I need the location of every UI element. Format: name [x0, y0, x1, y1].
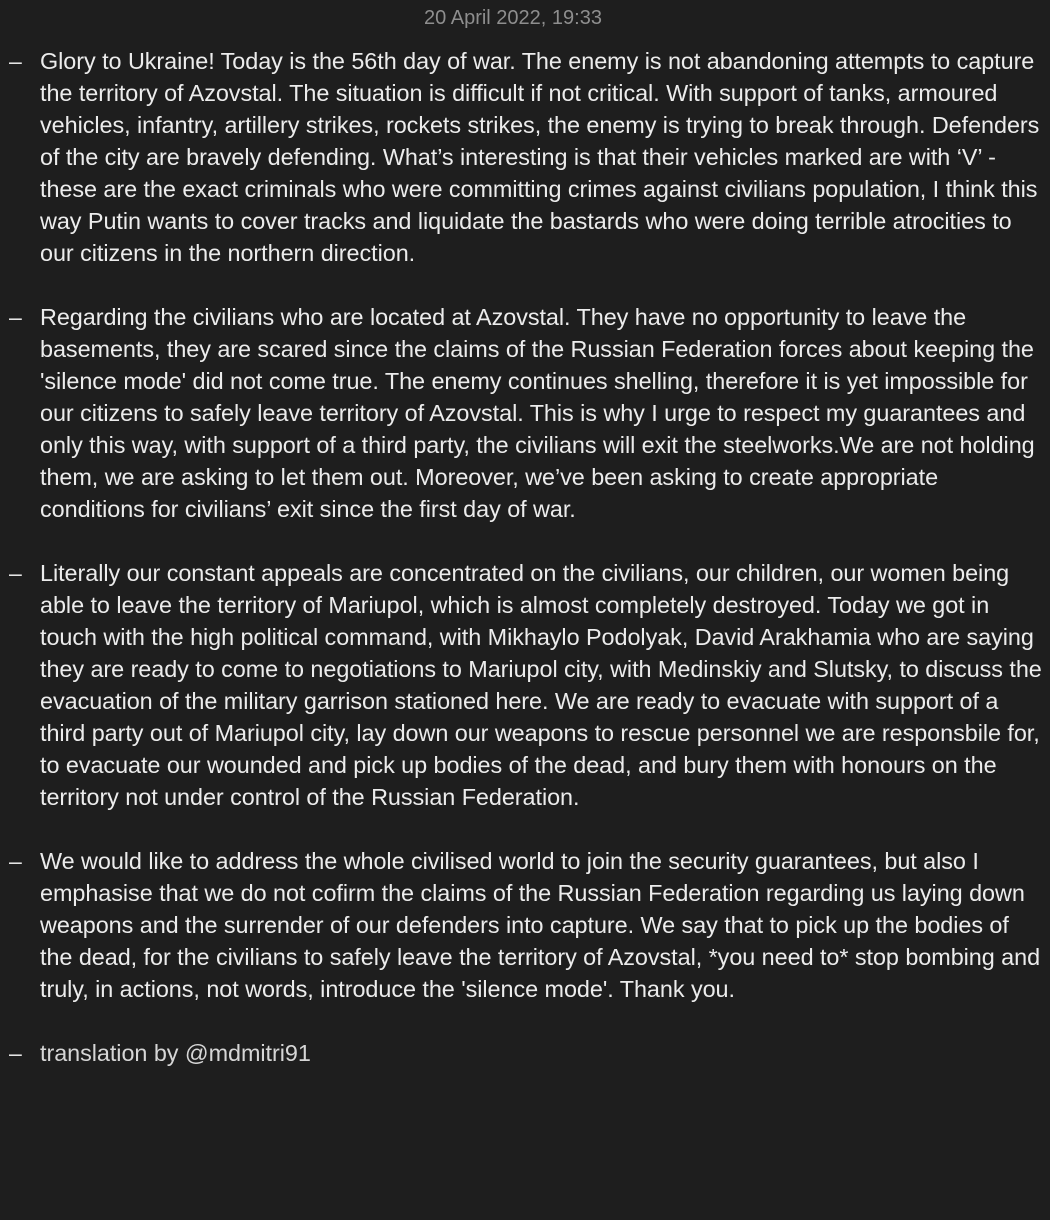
paragraph-item-2	[0, 301, 1050, 525]
dash-bullet: –	[9, 848, 22, 874]
paragraph-item-1	[0, 45, 1050, 269]
dash-bullet: –	[9, 48, 22, 74]
paragraph-text: We would like to address the whole civilised world to join the security guarantees, but also I emphasise that we do not cofirm the claims of the Russian Federation regarding us laying down weapons and the surrender of our defenders into capture. We say that to pick up the bodies of the dead, for the civilians to safely leave the territory of Azovstal, *you need to* stop bombing and truly, in actions, not words, introduce the 'silence mode'. Thank you.	[40, 848, 1041, 1002]
translator-credit: translation by @mdmitri91	[40, 1040, 311, 1066]
translator-credit-item	[0, 1037, 1050, 1069]
dash-bullet: –	[9, 1040, 22, 1066]
message-timestamp: 20 April 2022, 19:33	[424, 7, 602, 29]
paragraph-text: Glory to Ukraine! Today is the 56th day of war. The enemy is not abandoning attempts to capture the territory of Azovstal. The situation is difficult if not critical. With support of tanks, armoured vehicles, infantry, artillery strikes, rockets strikes, the enemy is trying to break through. Defenders of the city are bravely defending. What’s interesting is that their vehicles marked are with ‘V’ - these are the exact criminals who were committing crimes against civilians population, I think this way Putin wants to cover tracks and liquidate the bastards who were doing terrible atrocities to our citizens in the northern direction.	[40, 48, 1040, 266]
message-body	[0, 45, 1050, 1101]
paragraph-item-3	[0, 557, 1050, 813]
dash-bullet: –	[9, 304, 22, 330]
dash-bullet: –	[9, 560, 22, 586]
paragraph-text: Literally our constant appeals are concentrated on the civilians, our children, our women being able to leave the territory of Mariupol, which is almost completely destroyed. Today we got in touch with the high political command, with Mikhaylo Podolyak, David Arakhamia who are saying they are ready to come to negotiations to Mariupol city, with Medinskiy and Slutsky, to discuss the evacuation of the military garrison stationed here. We are ready to evacuate with support of a third party out of Mariupol city, lay down our weapons to rescue personnel we are responsbile for, to evacuate our wounded and pick up bodies of the dead, and bury them with honours on the territory not under control of the Russian Federation.	[40, 560, 1042, 810]
paragraph-text: Regarding the civilians who are located at Azovstal. They have no opportunity to leave the basements, they are scared since the claims of the Russian Federation forces about keeping the 'silence mode' did not come true. The enemy continues shelling, therefore it is yet impossible for our citizens to safely leave territory of Azovstal. This is why I urge to respect my guarantees and only this way, with support of a third party, the civilians will exit the steelworks.We are not holding them, we are asking to let them out. Moreover, we’ve been asking to create appropriate conditions for civilians’ exit since the first day of war.	[40, 304, 1035, 522]
paragraph-item-4	[0, 845, 1050, 1005]
